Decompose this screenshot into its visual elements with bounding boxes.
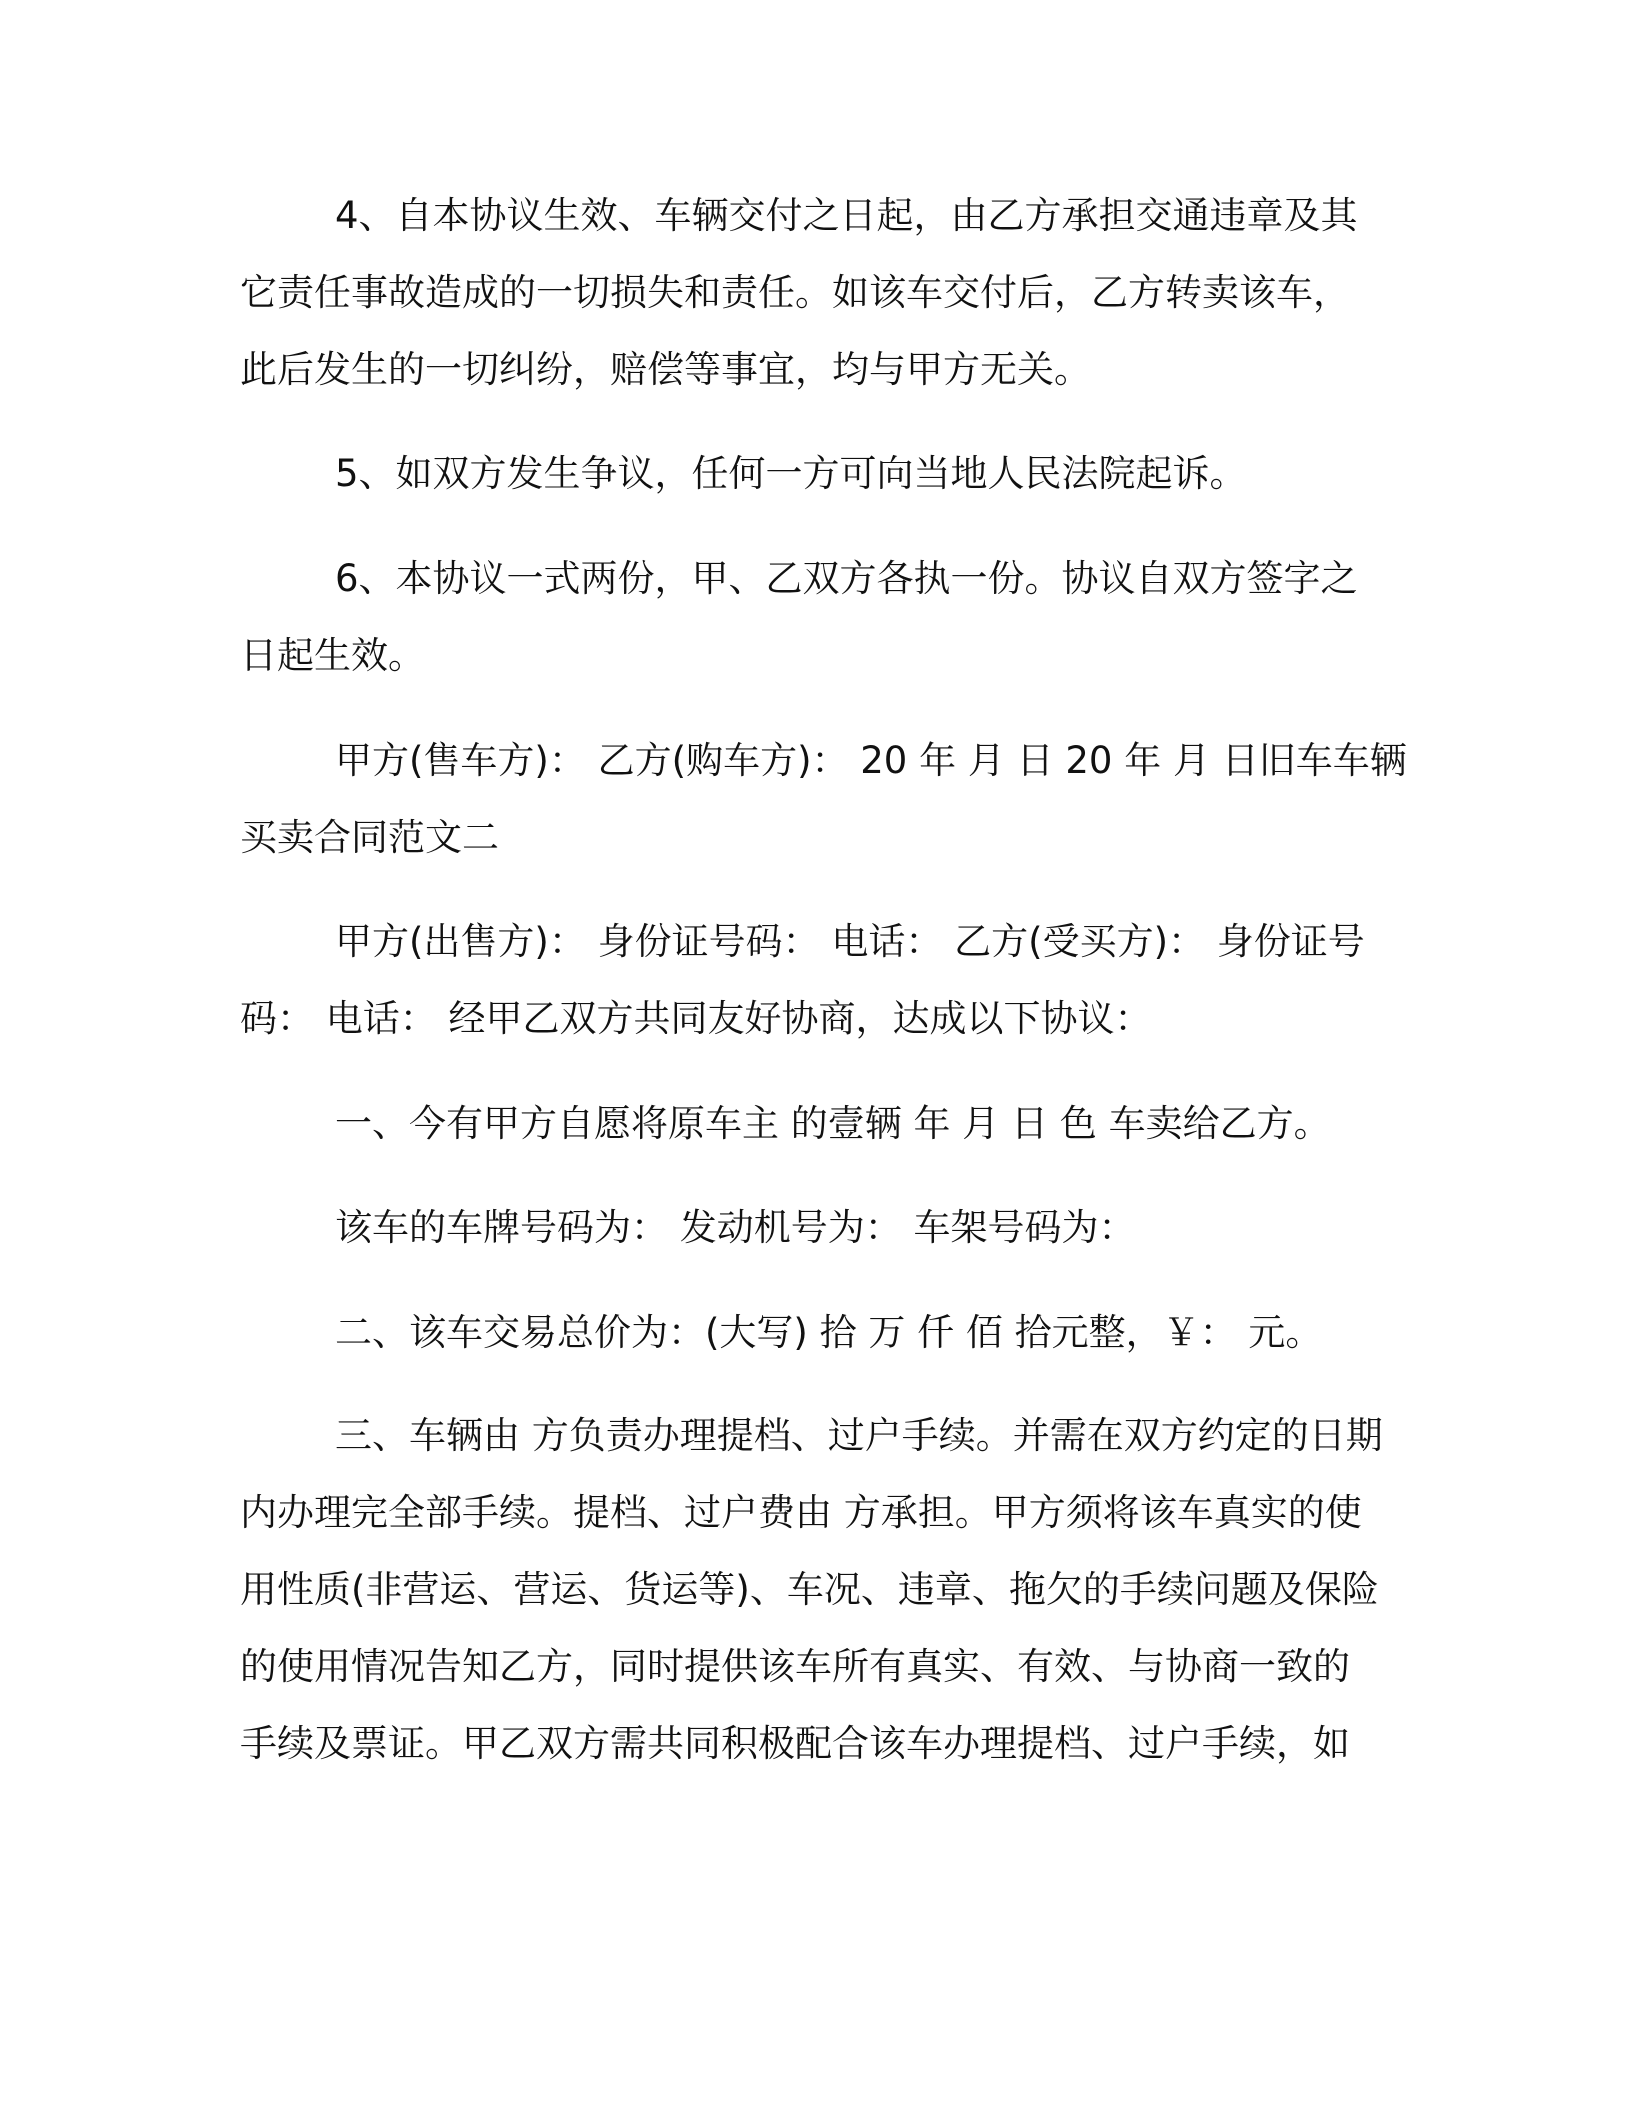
text-line: 4、自本协议生效、车辆交付之日起，由乙方承担交通违章及其 xyxy=(335,194,1358,237)
text-line: 5、如双方发生争议，任何一方可向当地人民法院起诉。 xyxy=(335,452,1247,495)
text-line: 买卖合同范文二 xyxy=(240,816,499,859)
text-line: 的使用情况告知乙方，同时提供该车所有真实、有效、与协商一致的 xyxy=(240,1645,1350,1688)
text-line: 6、本协议一式两份，甲、乙双方各执一份。协议自双方签字之 xyxy=(335,557,1358,600)
text-line: 甲方(出售方)： 身份证号码： 电话： 乙方(受买方)： 身份证号 xyxy=(335,920,1365,963)
clause-5-paragraph xyxy=(240,435,1390,512)
vehicle-id-paragraph xyxy=(240,1189,1390,1266)
clause-6-paragraph xyxy=(240,540,1390,694)
text-line: 甲方(售车方)： 乙方(购车方)： 20 年 月 日 20 年 月 日旧车车辆 xyxy=(335,739,1407,782)
text-line: 它责任事故造成的一切损失和责任。如该车交付后，乙方转卖该车， xyxy=(240,271,1350,314)
text-line: 此后发生的一切纠纷，赔偿等事宜，均与甲方无关。 xyxy=(240,348,1091,391)
text-line: 三、车辆由 方负责办理提档、过户手续。并需在双方约定的日期 xyxy=(335,1414,1383,1457)
signature-and-heading-paragraph xyxy=(240,722,1407,876)
article-one-paragraph xyxy=(240,1085,1390,1162)
text-line: 码： 电话： 经甲乙双方共同友好协商，达成以下协议： xyxy=(240,997,1152,1040)
text-line: 用性质(非营运、营运、货运等)、车况、违章、拖欠的手续问题及保险 xyxy=(240,1568,1379,1611)
text-line: 一、今有甲方自愿将原车主 的壹辆 年 月 日 色 车卖给乙方。 xyxy=(335,1102,1331,1145)
text-line: 该车的车牌号码为： 发动机号为： 车架号码为： xyxy=(335,1206,1136,1249)
article-three-paragraph xyxy=(240,1397,1390,1782)
parties-paragraph xyxy=(240,903,1390,1057)
text-line: 日起生效。 xyxy=(240,634,425,677)
clause-4-paragraph xyxy=(240,177,1390,408)
article-two-paragraph xyxy=(240,1294,1390,1371)
text-line: 手续及票证。甲乙双方需共同积极配合该车办理提档、过户手续，如 xyxy=(240,1722,1350,1765)
text-line: 内办理完全部手续。提档、过户费由 方承担。甲方须将该车真实的使 xyxy=(240,1491,1362,1534)
text-line: 二、该车交易总价为：(大写) 拾 万 仟 佰 拾元整，￥： 元。 xyxy=(335,1311,1323,1354)
